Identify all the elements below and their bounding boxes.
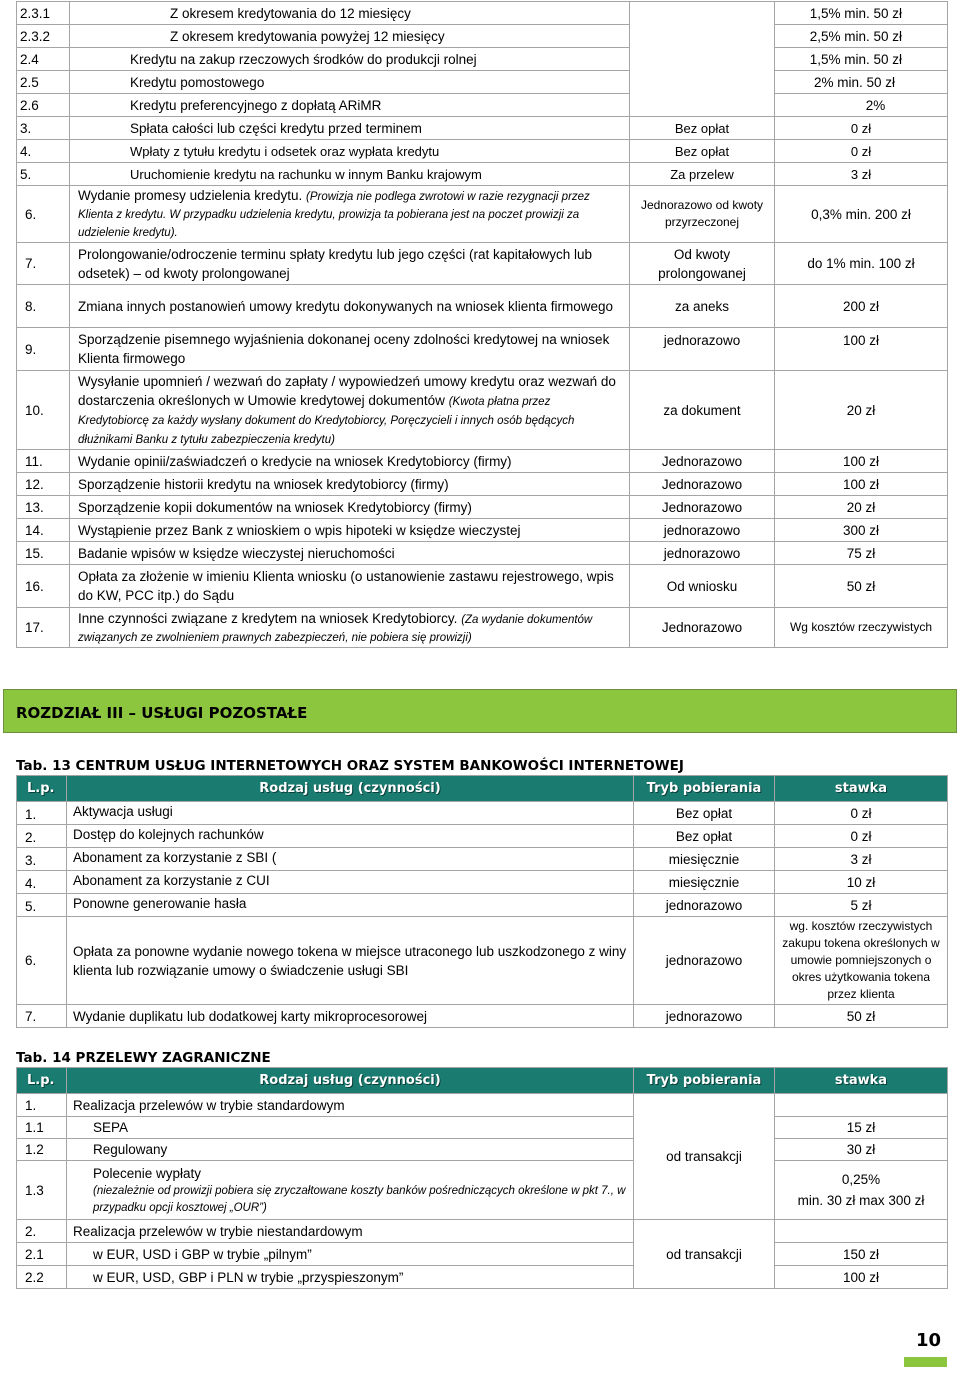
row-rate: 0 zł [775, 117, 948, 140]
row-rate: 30 zł [775, 1139, 948, 1161]
table-row [17, 1266, 948, 1289]
row-mode: od transakcji [634, 1094, 775, 1220]
row-name: Wpłaty z tytułu kredytu i odsetek oraz wypłata kredytu [70, 140, 630, 163]
row-lp: 1.1 [17, 1117, 67, 1139]
row-mode: Od wniosku [630, 565, 775, 608]
row-mode: jednorazowo [634, 1005, 775, 1028]
row-name: Spłata całości lub części kredytu przed terminem [70, 117, 630, 140]
row-lp: 2.3.2 [17, 25, 70, 48]
table-row [17, 285, 948, 328]
table-row [17, 1005, 948, 1028]
row-mode: Jednorazowo [630, 473, 775, 496]
row-lp: 2.2 [17, 1266, 67, 1289]
row-rate: 2% min. 50 zł [775, 71, 948, 94]
row-mode: Bez opłat [630, 140, 775, 163]
row-name: Wydanie duplikatu lub dodatkowej karty mikroprocesorowej [67, 1005, 634, 1028]
row-name-cell [70, 608, 630, 648]
table-row [17, 1220, 948, 1243]
table-row [17, 328, 948, 371]
row-rate: 100 zł [775, 1266, 948, 1289]
row-rate: 100 zł [775, 450, 948, 473]
header-name: Rodzaj usług (czynności) [67, 776, 634, 802]
row-lp: 16. [17, 565, 70, 608]
row-mode: Jednorazowo [630, 608, 775, 648]
table-header [17, 776, 948, 802]
row-name: Ponowne generowanie hasła [67, 894, 634, 917]
row-rate: Wg kosztów rzeczywistych [775, 608, 948, 648]
row-lp: 14. [17, 519, 70, 542]
row-rate: 10 zł [775, 871, 948, 894]
header-mode: Tryb pobierania [634, 776, 775, 802]
row-name: Wysyłanie upomnień / wezwań do zapłaty / wypowiedzeń umowy kredytu oraz wezwań do dostarczenia określonych w Umowie kredytowej dokumentów [78, 374, 616, 408]
table-row [17, 450, 948, 473]
row-name: Regulowany [67, 1139, 634, 1161]
row-rate-cell [775, 1161, 948, 1220]
table-row [17, 71, 948, 94]
row-note: (niezależnie od prowizji pobiera się zryczałtowane koszty banków pośredniczących określone w pkt 7., w przypadku opcji kosztowej „OUR”) [93, 1184, 626, 1214]
row-name-cell [70, 371, 630, 450]
table-row [17, 608, 948, 648]
row-rate: wg. kosztów rzeczywistych zakupu tokena określonych w umowie pomniejszonych o okres użytkowania tokena przez klienta [775, 917, 948, 1005]
row-mode: Jednorazowo od kwoty przyrzeczonej [630, 186, 775, 243]
fees-table-foreign-transfers [16, 1067, 948, 1289]
row-lp: 2.4 [17, 48, 70, 71]
row-rate: 5 zł [775, 894, 948, 917]
row-lp: 6. [17, 186, 70, 243]
row-lp: 11. [17, 450, 70, 473]
row-lp: 4. [17, 871, 67, 894]
row-lp: 2. [17, 1220, 67, 1243]
table-row [17, 1243, 948, 1266]
table-row [17, 542, 948, 565]
row-name: Opłata za złożenie w imieniu Klienta wniosku (o ustanowienie zastawu rejestrowego, wpis do KW, PCC itp.) do Sądu [70, 565, 630, 608]
header-rate: stawka [775, 776, 948, 802]
row-rate: 50 zł [775, 565, 948, 608]
row-name: Wydanie promesy udzielenia kredytu. [78, 188, 303, 203]
row-rate: 0 zł [775, 802, 948, 825]
row-lp: 2.3.1 [17, 2, 70, 25]
row-rate: 200 zł [775, 285, 948, 328]
table-row [17, 848, 948, 871]
page-number: 10 [915, 1330, 941, 1351]
section-title: ROZDZIAŁ III – USŁUGI POZOSTAŁE [3, 689, 957, 733]
header-name: Rodzaj usług (czynności) [67, 1068, 634, 1094]
row-mode: Bez opłat [630, 117, 775, 140]
table-row [17, 1139, 948, 1161]
row-lp: 1.3 [17, 1161, 67, 1220]
row-name: Sporządzenie pisemnego wyjaśnienia dokonanej oceny zdolności kredytowej na wniosek Klienta firmowego [70, 328, 630, 371]
fees-table-internet [16, 775, 948, 1028]
row-name: Z okresem kredytowania do 12 miesięcy [70, 2, 630, 25]
row-rate: 75 zł [775, 542, 948, 565]
row-rate: 15 zł [775, 1117, 948, 1139]
row-lp: 9. [17, 328, 70, 371]
row-name: Polecenie wypłaty [93, 1165, 202, 1181]
row-name-cell [70, 186, 630, 243]
row-lp: 4. [17, 140, 70, 163]
table-row [17, 1117, 948, 1139]
row-note: (Prowizja nie podlega zwrotowi w razie rezygnacji przez Klienta z kredytu. W przypadku udzielenia kredytu, prowizja ta pobierana jest na poczet prowizji za udzielenie kredytu). [78, 191, 590, 239]
table-row [17, 140, 948, 163]
table-title-13: Tab. 13 CENTRUM USŁUG INTERNETOWYCH ORAZ SYSTEM BANKOWOŚCI INTERNETOWEJ [16, 758, 684, 774]
table-row [17, 243, 948, 285]
row-rate: 20 zł [775, 496, 948, 519]
row-mode: Bez opłat [634, 825, 775, 848]
row-rate: 1,5% min. 50 zł [775, 2, 948, 25]
row-mode: miesięcznie [634, 871, 775, 894]
table-row [17, 1161, 948, 1220]
row-name-cell [67, 1161, 634, 1220]
table-row [17, 1094, 948, 1117]
row-name: Kredytu pomostowego [70, 71, 630, 94]
row-name: Kredytu na zakup rzeczowych środków do produkcji rolnej [70, 48, 630, 71]
table-row [17, 2, 948, 25]
row-mode: jednorazowo [630, 519, 775, 542]
header-rate: stawka [775, 1068, 948, 1094]
row-name: Realizacja przelewów w trybie niestandardowym [67, 1220, 634, 1243]
row-rate: 300 zł [775, 519, 948, 542]
row-mode: jednorazowo [630, 542, 775, 565]
row-lp: 6. [17, 917, 67, 1005]
row-mode: od transakcji [634, 1220, 775, 1289]
row-mode: za dokument [630, 371, 775, 450]
table-row [17, 894, 948, 917]
row-name: Sporządzenie historii kredytu na wniosek kredytobiorcy (firmy) [70, 473, 630, 496]
table-row [17, 163, 948, 186]
row-lp: 7. [17, 1005, 67, 1028]
row-name: Abonament za korzystanie z CUI [67, 871, 634, 894]
row-rate: 3 zł [775, 163, 948, 186]
row-mode: za aneks [630, 285, 775, 328]
row-mode: Za przelew [630, 163, 775, 186]
row-rate-min-max: min. 30 zł max 300 zł [797, 1193, 925, 1208]
row-rate: do 1% min. 100 zł [775, 243, 948, 285]
row-rate: 0 zł [775, 140, 948, 163]
row-note: (Za wydanie dokumentów związanych ze zwolnieniem prawnych zabezpieczeń, nie pobiera się prowizji) [78, 613, 593, 644]
row-lp: 10. [17, 371, 70, 450]
fees-table-credit [16, 1, 948, 648]
row-name: Wydanie opinii/zaświadczeń o kredycie na wniosek Kredytobiorcy (firmy) [70, 450, 630, 473]
row-name: Wystąpienie przez Bank z wnioskiem o wpis hipoteki w księdze wieczystej [70, 519, 630, 542]
row-mode [630, 2, 775, 117]
row-name: Prolongowanie/odroczenie terminu spłaty kredytu lub jego części (rat kapitałowych lub odsetek) – od kwoty prolongowanej [70, 243, 630, 285]
row-name: Dostęp do kolejnych rachunków [67, 825, 634, 848]
row-rate: 0,25% [841, 1172, 881, 1187]
row-lp: 1. [17, 802, 67, 825]
row-lp: 3. [17, 117, 70, 140]
row-rate [775, 1094, 948, 1117]
row-lp: 3. [17, 848, 67, 871]
table-row [17, 802, 948, 825]
row-lp: 2.6 [17, 94, 70, 117]
row-mode: Jednorazowo [630, 496, 775, 519]
row-name: w EUR, USD, GBP i PLN w trybie „przyspieszonym” [67, 1266, 634, 1289]
row-lp: 1. [17, 1094, 67, 1117]
table-row [17, 871, 948, 894]
row-note: (Kwota płatna przez Kredytobiorcę za każdy wysłany dokument do Kredytobiorcy, Poręczycieli i innych osób będących dłużnikami Banku z tytułu zabezpieczenia kredytu) [78, 396, 575, 446]
row-lp: 2. [17, 825, 67, 848]
table-row [17, 825, 948, 848]
row-name: Inne czynności związane z kredytem na wniosek Kredytobiorcy. [78, 610, 458, 626]
table-row [17, 94, 948, 117]
row-rate: 50 zł [775, 1005, 948, 1028]
row-lp: 5. [17, 163, 70, 186]
table-row [17, 371, 948, 450]
row-rate: 0,3% min. 200 zł [775, 186, 948, 243]
table-row [17, 917, 948, 1005]
row-rate: 0 zł [775, 825, 948, 848]
row-mode: jednorazowo [634, 917, 775, 1005]
table-title-14: Tab. 14 PRZELEWY ZAGRANICZNE [16, 1050, 271, 1066]
row-name: Sporządzenie kopii dokumentów na wniosek Kredytobiorcy (firmy) [70, 496, 630, 519]
row-lp: 8. [17, 285, 70, 328]
table-header [17, 1068, 948, 1094]
row-rate: 100 zł [775, 473, 948, 496]
row-name: Uruchomienie kredytu na rachunku w innym Banku krajowym [70, 163, 630, 186]
row-lp: 12. [17, 473, 70, 496]
row-rate: 1,5% min. 50 zł [775, 48, 948, 71]
row-rate: 2% [775, 94, 948, 117]
table-row [17, 25, 948, 48]
row-mode: Bez opłat [634, 802, 775, 825]
row-lp: 2.1 [17, 1243, 67, 1266]
row-name: Abonament za korzystanie z SBI ( [67, 848, 634, 871]
table-row [17, 519, 948, 542]
row-name: Kredytu preferencyjnego z dopłatą ARiMR [70, 94, 630, 117]
row-mode: Jednorazowo [630, 450, 775, 473]
row-mode: Od kwoty prolongowanej [630, 243, 775, 285]
row-name: Badanie wpisów w księdze wieczystej nieruchomości [70, 542, 630, 565]
row-lp: 15. [17, 542, 70, 565]
row-lp: 2.5 [17, 71, 70, 94]
header-mode: Tryb pobierania [634, 1068, 775, 1094]
row-mode: jednorazowo [630, 328, 775, 371]
table-row [17, 565, 948, 608]
row-name: Z okresem kredytowania powyżej 12 miesięcy [70, 25, 630, 48]
row-rate: 100 zł [775, 328, 948, 371]
row-lp: 17. [17, 608, 70, 648]
row-name: w EUR, USD i GBP w trybie „pilnym” [67, 1243, 634, 1266]
page-number-box [904, 1325, 947, 1367]
row-mode: jednorazowo [634, 894, 775, 917]
row-rate [775, 1220, 948, 1243]
row-name: Zmiana innych postanowień umowy kredytu dokonywanych na wniosek klienta firmowego [70, 285, 630, 328]
row-mode: miesięcznie [634, 848, 775, 871]
table-row [17, 48, 948, 71]
table-row [17, 117, 948, 140]
row-name: SEPA [67, 1117, 634, 1139]
page-number-bar [904, 1357, 947, 1367]
row-lp: 5. [17, 894, 67, 917]
row-name: Aktywacja usługi [67, 802, 634, 825]
row-name: Opłata za ponowne wydanie nowego tokena w miejsce utraconego lub uszkodzonego z winy klienta lub rozwiązanie umowy o świadczenie usługi SBI [67, 917, 634, 1005]
row-lp: 7. [17, 243, 70, 285]
row-name: Realizacja przelewów w trybie standardowym [67, 1094, 634, 1117]
row-lp: 13. [17, 496, 70, 519]
row-rate: 3 zł [775, 848, 948, 871]
header-lp: L.p. [17, 1068, 67, 1094]
row-rate: 2,5% min. 50 zł [775, 25, 948, 48]
row-rate: 150 zł [775, 1243, 948, 1266]
row-lp: 1.2 [17, 1139, 67, 1161]
table-row [17, 496, 948, 519]
header-lp: L.p. [17, 776, 67, 802]
table-row [17, 473, 948, 496]
table-row [17, 186, 948, 243]
row-rate: 20 zł [775, 371, 948, 450]
